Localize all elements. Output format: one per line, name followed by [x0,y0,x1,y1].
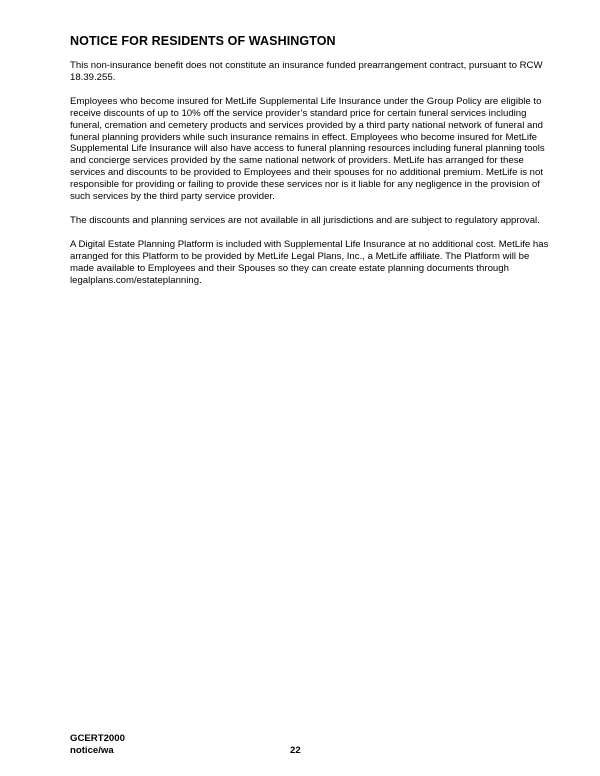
form-code: GCERT2000 [70,733,125,744]
page-number: 22 [290,745,301,756]
section-code: notice/wa [70,745,114,756]
paragraph-non-insurance: This non-insurance benefit does not constitute an insurance funded prearrangement contract, pursuant to RCW 18.39.255. [70,60,543,83]
paragraph-funeral-discounts: Employees who become insured for MetLife Supplemental Life Insurance under the Group Policy are eligible to receive discounts of up to 10% off the service provider’s standard price for certain funeral services including funeral, cremation and cemetery products and services provided by a third party national network of funeral and funeral planning providers while such insurance remains in effect. Employees who become insured for MetLife Supplemental Life Insurance will also have access to funeral planning resources including funeral planning tools and concierge services provided by the same national network of providers. MetLife has arranged for these services and discounts to be provided to Employees and their spouses for no additional premium. MetLife is not responsible for providing or failing to provide these services nor is it liable for any negligence in the provision of such services by the third party service provider. [70,95,545,203]
paragraph-jurisdictions: The discounts and planning services are not available in all jurisdictions and are subject to regulatory approval. [70,214,540,226]
page-title: NOTICE FOR RESIDENTS OF WASHINGTON [70,34,336,48]
footer-codes [70,733,125,757]
notice-body [70,60,550,299]
paragraph-estate-planning: A Digital Estate Planning Platform is included with Supplemental Life Insurance at no additional cost. MetLife has arranged for this Platform to be provided by MetLife Legal Plans, Inc., a MetLife affiliate. The Platform will be made available to Employees and their Spouses so they can create estate planning documents through legalplans.com/estateplanning. [70,238,549,286]
